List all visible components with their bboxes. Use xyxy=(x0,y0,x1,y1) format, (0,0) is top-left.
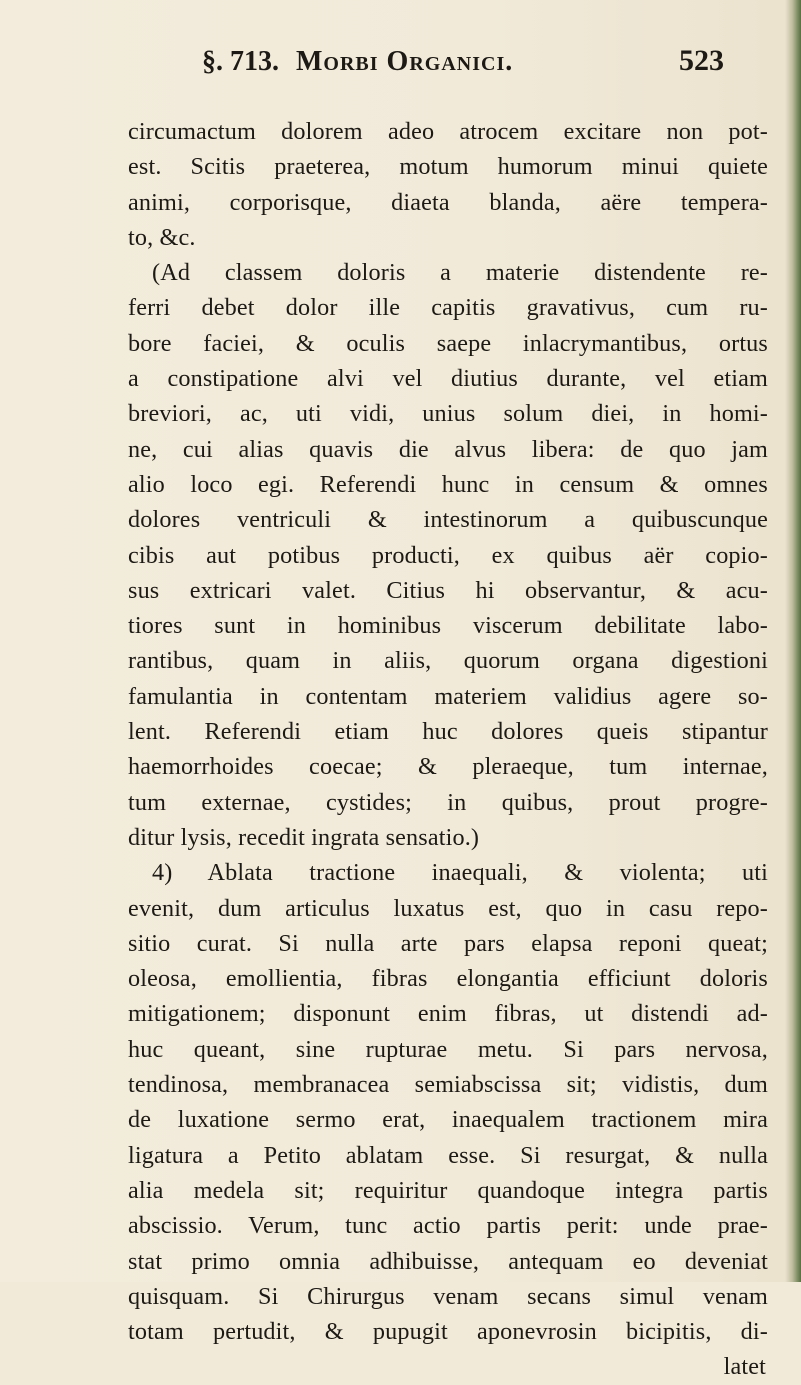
text-line: breviori, ac, uti vidi, unius solum diei, in homi- xyxy=(128,400,768,428)
text-line: tum externae, cystides; in quibus, prout progre- xyxy=(128,788,768,816)
text-line: est. Scitis praeterea, motum humorum minui quiete xyxy=(128,153,768,181)
text-line: 4) Ablata tractione inaequali, & violenta; uti xyxy=(152,859,768,887)
text-line: sus extricari valet. Citius hi observantur, & acu- xyxy=(128,576,768,604)
catchword: latet xyxy=(723,1353,766,1381)
text-line: bore faciei, & oculis saepe inlacrymantibus, ortus xyxy=(128,329,768,357)
text-line: a constipatione alvi vel diutius durante, vel etiam xyxy=(128,365,768,393)
text-line: circumactum dolorem adeo atrocem excitare non pot- xyxy=(128,118,768,145)
text-line: ligatura a Petito ablatam esse. Si resurgat, & nulla xyxy=(128,1141,768,1169)
text-line: abscissio. Verum, tunc actio partis perit: unde prae- xyxy=(128,1212,768,1240)
text-line: huc queant, sine rupturae metu. Si pars nervosa, xyxy=(128,1035,768,1063)
text-line: mitigationem; disponunt enim fibras, ut distendi ad- xyxy=(128,1000,768,1028)
text-line: alia medela sit; requiritur quandoque integra partis xyxy=(128,1176,768,1204)
text-line: cibis aut potibus producti, ex quibus aër copio- xyxy=(128,541,768,569)
text-line: haemorrhoides coecae; & pleraeque, tum internae, xyxy=(128,753,768,781)
text-line: famulantia in contentam materiem validius agere so- xyxy=(128,682,768,710)
text-line: to, &c. xyxy=(128,223,196,251)
page-edge-shadow xyxy=(785,0,801,1282)
running-head xyxy=(120,40,760,84)
running-title: Morbi Organici. xyxy=(296,46,514,77)
text-line: dolores ventriculi & intestinorum a quibuscunque xyxy=(128,506,768,534)
text-line: (Ad classem doloris a materie distendente re- xyxy=(152,259,768,287)
text-line: lent. Referendi etiam huc dolores queis stipantur xyxy=(128,718,768,746)
text-line: rantibus, quam in aliis, quorum organa digestioni xyxy=(128,647,768,675)
text-line: de luxatione sermo erat, inaequalem tractionem mira xyxy=(128,1106,768,1134)
text-line: ferri debet dolor ille capitis gravativus, cum ru- xyxy=(128,294,768,322)
text-line: tendinosa, membranacea semiabscissa sit; vidistis, dum xyxy=(128,1071,768,1099)
body-text xyxy=(128,114,768,1385)
text-line: oleosa, emollientia, fibras elongantia efficiunt doloris xyxy=(128,965,768,993)
text-line: ditur lysis, recedit ingrata sensatio.) xyxy=(128,823,480,851)
text-line: stat primo omnia adhibuisse, antequam eo deveniat xyxy=(128,1247,768,1275)
text-line: quisquam. Si Chirurgus venam secans simul venam xyxy=(128,1282,768,1310)
text-line: ne, cui alias quavis die alvus libera: de quo jam xyxy=(128,435,768,463)
text-line: evenit, dum articulus luxatus est, quo in casu repo- xyxy=(128,894,768,922)
text-line: tiores sunt in hominibus viscerum debilitate labo- xyxy=(128,612,768,640)
section-number: §. 713. xyxy=(202,46,279,77)
text-line: totam pertudit, & pupugit aponevrosin bicipitis, di- xyxy=(128,1318,768,1346)
text-line: alio loco egi. Referendi hunc in censum & omnes xyxy=(128,470,768,498)
page-number: 523 xyxy=(679,44,724,77)
text-line: sitio curat. Si nulla arte pars elapsa reponi queat; xyxy=(128,929,768,957)
text-line: animi, corporisque, diaeta blanda, aëre tempera- xyxy=(128,188,768,216)
